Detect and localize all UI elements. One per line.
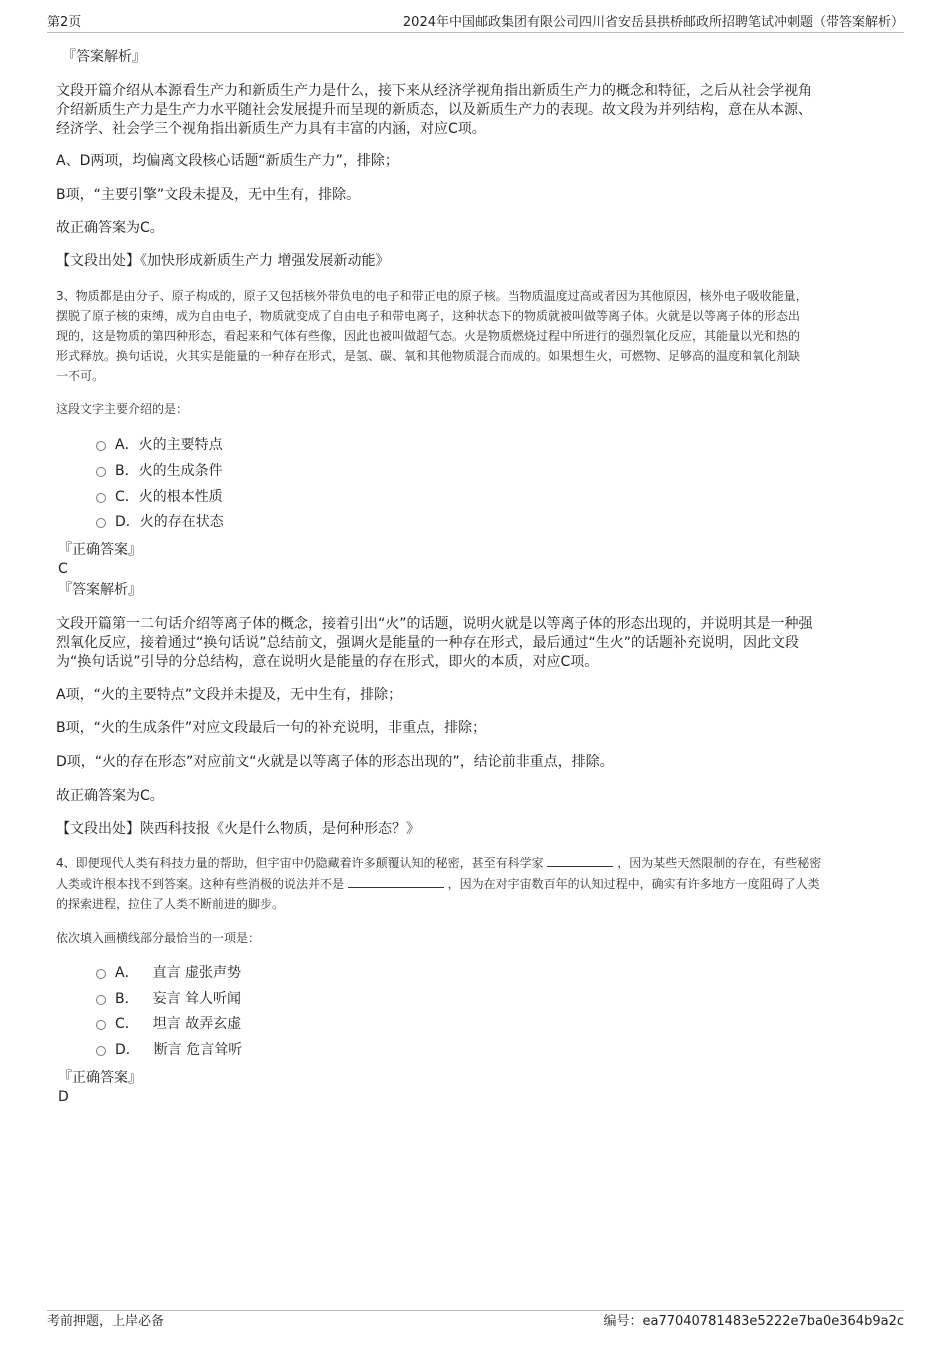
option-text: 火的主要特点 [138,437,223,453]
option-text: 火的生成条件 [138,463,223,479]
q4-correct-label: 『正确答案』 [58,1070,142,1086]
q2-analysis-line-3: 经济学、社会学三个视角指出新质生产力具有丰富的内涵，对应C项。 [56,121,486,137]
radio-icon[interactable] [96,1020,106,1030]
option-letter: A． [115,965,139,981]
radio-icon[interactable] [96,518,106,528]
q2-conclusion: 故正确答案为C。 [56,220,164,236]
q3-analysis-line-2: 烈氧化反应，接着通过“换句话说”总结前文，强调火是能量的一种存在形式，最后通过“生火”的话题补充说明，因此文段 [56,635,800,651]
q3-option-a[interactable] [96,434,223,456]
page-footer [47,1310,904,1333]
q4-stem-line-3: 的探索进程，拉住了人类不断前进的脚步。 [56,897,285,911]
q4-stem-line-2-a: 人类或许根本找不到答案。这种有些消极的说法并不是 [56,877,345,891]
q3-analysis-line-3: 为“换句话说”引导的分总结构，意在说明火是能量的存在形式，即火的本质，对应C项。 [56,654,599,670]
q3-correct-label: 『正确答案』 [58,542,142,558]
document-title: 2024年中国邮政集团有限公司四川省安岳县拱桥邮政所招聘笔试冲刺题（带答案解析） [402,15,904,30]
option-text: 坦言 故弄玄虚 [152,1016,242,1032]
q3-question: 这段文字主要介绍的是： [56,402,189,416]
q4-correct-value: D [58,1089,69,1105]
q4-option-b[interactable] [96,988,241,1010]
q2-point-ad: A、D两项，均偏离文段核心话题“新质生产力”，排除； [56,153,399,169]
footer-slogan: 考前押题，上岸必备 [47,1314,165,1329]
q3-point-a: A项，“火的主要特点”文段并未提及，无中生有，排除； [56,687,403,703]
q3-conclusion: 故正确答案为C。 [56,788,164,804]
q4-question: 依次填入画横线部分最恰当的一项是： [56,931,261,945]
q3-stem-line-1: 3、物质都是由分子、原子构成的，原子又包括核外带负电的电子和带正电的原子核。当物质温度过高或者因为其他原因，核外电子吸收能量， [56,289,808,303]
q3-point-d: D项，“火的存在形态”对应前文“火就是以等离子体的形态出现的”，结论前非重点，排除。 [56,754,614,770]
radio-icon[interactable] [96,441,106,451]
q4-stem-line-1-b: ，因为某些天然限制的存在，有些秘密 [617,856,822,870]
option-text: 断言 危言耸听 [153,1042,243,1058]
q4-option-d[interactable] [96,1039,242,1061]
option-letter: A． [115,437,139,453]
q2-point-b: B项，“主要引擎”文段未提及，无中生有，排除。 [56,187,361,203]
option-letter: B． [115,463,139,479]
option-text: 直言 虚张声势 [152,965,242,981]
option-text: 妄言 耸人听闻 [152,991,242,1007]
q2-analysis-line-1: 文段开篇介绍从本源看生产力和新质生产力是什么，接下来从经济学视角指出新质生产力的概念和特征，之后从社会学视角 [56,83,812,99]
q3-stem-line-3: 现的，这是物质的第四种形态，看起来和气体有些像，因此也被叫做超气态。火是物质燃烧过程中所进行的强烈氧化反应，其能量以光和热的 [56,329,801,343]
radio-icon[interactable] [96,493,106,503]
q3-analysis-line-1: 文段开篇第一二句话介绍等离子体的概念，接着引出“火”的话题，说明火就是以等离子体的形态出现的，并说明其是一种强 [56,616,813,632]
q4-stem-line-2-b: ，因为在对宇宙数百年的认知过程中，确实有许多地方一度阻碍了人类 [447,877,820,891]
q4-stem-line-1-a: 4、即便现代人类有科技力量的帮助，但宇宙中仍隐藏着许多颠覆认知的秘密，甚至有科学家 [56,856,544,870]
answer-blank-1 [547,854,613,867]
option-letter: C． [115,1016,139,1032]
q3-option-b[interactable] [96,460,223,482]
document-serial: 编号：ea77040781483e5222e7ba0e364b9a2c [603,1314,904,1329]
radio-icon[interactable] [96,467,106,477]
q3-point-b: B项，“火的生成条件”对应文段最后一句的补充说明，非重点，排除； [56,720,487,736]
q4-option-c[interactable] [96,1013,241,1035]
answer-blank-2 [348,875,444,888]
q3-analysis-label: 『答案解析』 [58,582,142,598]
q4-stem-line-2 [56,874,820,895]
q2-analysis-line-2: 介绍新质生产力是生产力水平随社会发展提升而呈现的新质态，以及新质生产力的表现。故文段为并列结构，意在从本源、 [56,102,812,118]
option-text: 火的根本性质 [138,489,223,505]
q3-stem-line-2: 摆脱了原子核的束缚，成为自由电子，物质就变成了自由电子和带电离子，这种状态下的物质就被叫做等离子体。火就是以等离子体的形态出 [56,309,801,323]
option-letter: C． [115,489,139,505]
q3-source: 【文段出处】陕西科技报《火是什么物质，是何种形态？》 [56,821,420,837]
q2-analysis-label: 『答案解析』 [62,49,146,65]
option-text: 火的存在状态 [139,514,224,530]
radio-icon[interactable] [96,995,106,1005]
option-letter: D． [115,1042,140,1058]
q3-correct-value: C [58,561,68,577]
q3-stem-line-5: 一不可。 [56,369,105,383]
option-letter: B． [115,991,139,1007]
q2-source: 【文段出处】《加快形成新质生产力 增强发展新动能》 [56,253,390,269]
page-number: 第2页 [47,15,82,30]
q3-option-c[interactable] [96,486,223,508]
radio-icon[interactable] [96,969,106,979]
radio-icon[interactable] [96,1046,106,1056]
q4-option-a[interactable] [96,962,241,984]
option-letter: D． [115,514,140,530]
q4-stem-line-1 [56,853,821,874]
q3-stem-line-4: 形式释放。换句话说，火其实是能量的一种存在形式，是氢、碳、氧和其他物质混合而成的。如果想生火，可燃物、足够高的温度和氧化剂缺 [56,349,801,363]
page-header [47,14,904,33]
q3-option-d[interactable] [96,511,224,533]
